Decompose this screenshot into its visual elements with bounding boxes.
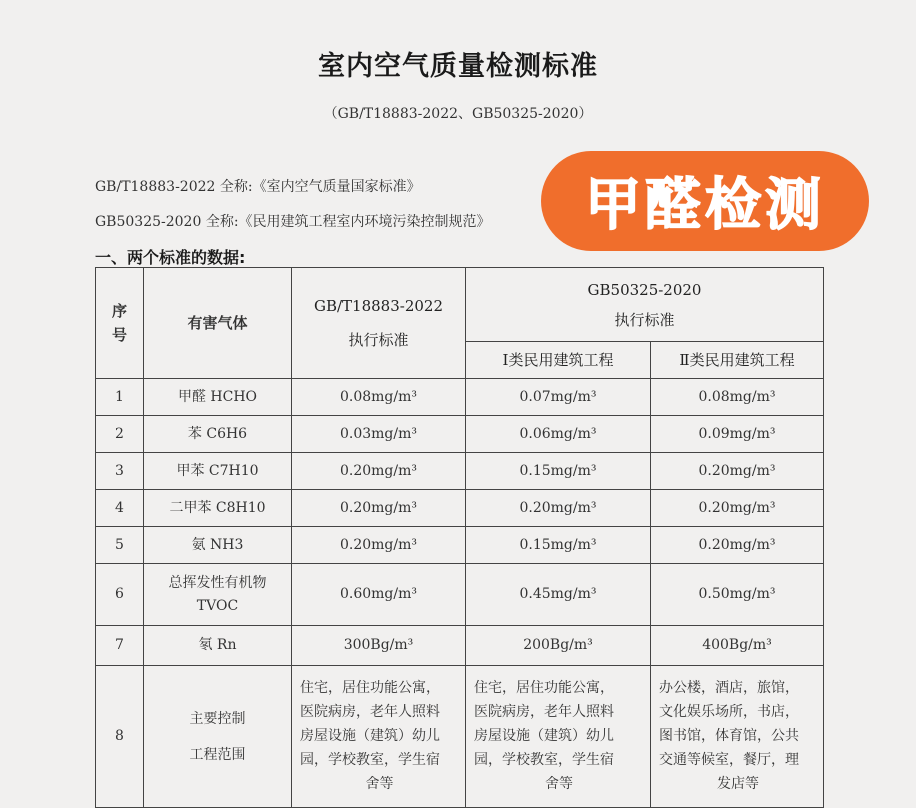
header-gas: 有害气体 bbox=[144, 268, 292, 379]
page-title: 室内空气质量检测标准 bbox=[318, 51, 598, 82]
cell-class1: 200Bg/m³ bbox=[466, 626, 651, 666]
cell-class1: 0.15mg/m³ bbox=[466, 453, 651, 490]
cell-class2: 400Bg/m³ bbox=[651, 626, 824, 666]
badge-text: 甲醛检测 bbox=[585, 173, 825, 238]
formaldehyde-badge bbox=[541, 151, 869, 251]
cell-no: 3 bbox=[96, 453, 144, 490]
header-seq: 序 号 bbox=[96, 268, 144, 379]
table-row bbox=[96, 379, 824, 416]
cell-gas: 苯 C6H6 bbox=[144, 416, 292, 453]
cell-gas: 主要控制 工程范围 bbox=[144, 666, 292, 808]
cell-class2: 0.20mg/m³ bbox=[651, 490, 824, 527]
cell-class2: 0.09mg/m³ bbox=[651, 416, 824, 453]
table-row bbox=[96, 416, 824, 453]
cell-class2: 0.50mg/m³ bbox=[651, 564, 824, 626]
cell-gbt: 300Bg/m³ bbox=[292, 626, 466, 666]
cell-class1-scope: 住宅，居住功能公寓， 医院病房，老年人照料 房屋设施（建筑）幼儿 园，学校教室，学生宿 舍等 bbox=[466, 666, 651, 808]
cell-gbt: 0.03mg/m³ bbox=[292, 416, 466, 453]
cell-class1: 0.06mg/m³ bbox=[466, 416, 651, 453]
cell-no: 2 bbox=[96, 416, 144, 453]
cell-no: 4 bbox=[96, 490, 144, 527]
table-row bbox=[96, 527, 824, 564]
cell-class2: 0.20mg/m³ bbox=[651, 527, 824, 564]
header-row-1 bbox=[96, 268, 824, 342]
cell-no: 1 bbox=[96, 379, 144, 416]
cell-no: 7 bbox=[96, 626, 144, 666]
fullname-gb50325: GB50325-2020 全称:《民用建筑工程室内环境污染控制规范》 bbox=[95, 214, 491, 230]
table-row bbox=[96, 564, 824, 626]
page-subtitle: （GB/T18883-2022、GB50325-2020） bbox=[323, 106, 593, 122]
header-class-2: Ⅱ类民用建筑工程 bbox=[651, 342, 824, 379]
cell-class1: 0.20mg/m³ bbox=[466, 490, 651, 527]
standards-table bbox=[95, 267, 824, 808]
cell-gbt-scope: 住宅，居住功能公寓， 医院病房，老年人照料 房屋设施（建筑）幼儿 园，学校教室，学生宿 舍等 bbox=[292, 666, 466, 808]
cell-no: 6 bbox=[96, 564, 144, 626]
table-row bbox=[96, 666, 824, 808]
cell-gas: 氨 NH3 bbox=[144, 527, 292, 564]
cell-gbt: 0.20mg/m³ bbox=[292, 490, 466, 527]
cell-gbt: 0.60mg/m³ bbox=[292, 564, 466, 626]
cell-no: 8 bbox=[96, 666, 144, 808]
header-gb50325: GB50325-2020 执行标准 bbox=[466, 268, 824, 342]
table-row bbox=[96, 626, 824, 666]
cell-gas: 二甲苯 C8H10 bbox=[144, 490, 292, 527]
cell-gbt: 0.20mg/m³ bbox=[292, 453, 466, 490]
cell-class1: 0.45mg/m³ bbox=[466, 564, 651, 626]
cell-gbt: 0.08mg/m³ bbox=[292, 379, 466, 416]
section-heading: 一、两个标准的数据: bbox=[95, 248, 246, 267]
table-row bbox=[96, 490, 824, 527]
cell-class1: 0.07mg/m³ bbox=[466, 379, 651, 416]
header-gbt18883: GB/T18883-2022 执行标准 bbox=[292, 268, 466, 379]
cell-gbt: 0.20mg/m³ bbox=[292, 527, 466, 564]
cell-gas: 甲苯 C7H10 bbox=[144, 453, 292, 490]
header-class-1: Ⅰ类民用建筑工程 bbox=[466, 342, 651, 379]
table-row bbox=[96, 453, 824, 490]
cell-class1: 0.15mg/m³ bbox=[466, 527, 651, 564]
cell-gas: 甲醛 HCHO bbox=[144, 379, 292, 416]
cell-class2-scope: 办公楼，酒店，旅馆， 文化娱乐场所，书店， 图书馆，体育馆，公共 交通等候室，餐厅，理 发店等 bbox=[651, 666, 824, 808]
cell-gas: 氡 Rn bbox=[144, 626, 292, 666]
cell-class2: 0.08mg/m³ bbox=[651, 379, 824, 416]
cell-no: 5 bbox=[96, 527, 144, 564]
fullname-gbt18883: GB/T18883-2022 全称:《室内空气质量国家标准》 bbox=[95, 179, 421, 195]
cell-class2: 0.20mg/m³ bbox=[651, 453, 824, 490]
cell-gas: 总挥发性有机物 TVOC bbox=[144, 564, 292, 626]
